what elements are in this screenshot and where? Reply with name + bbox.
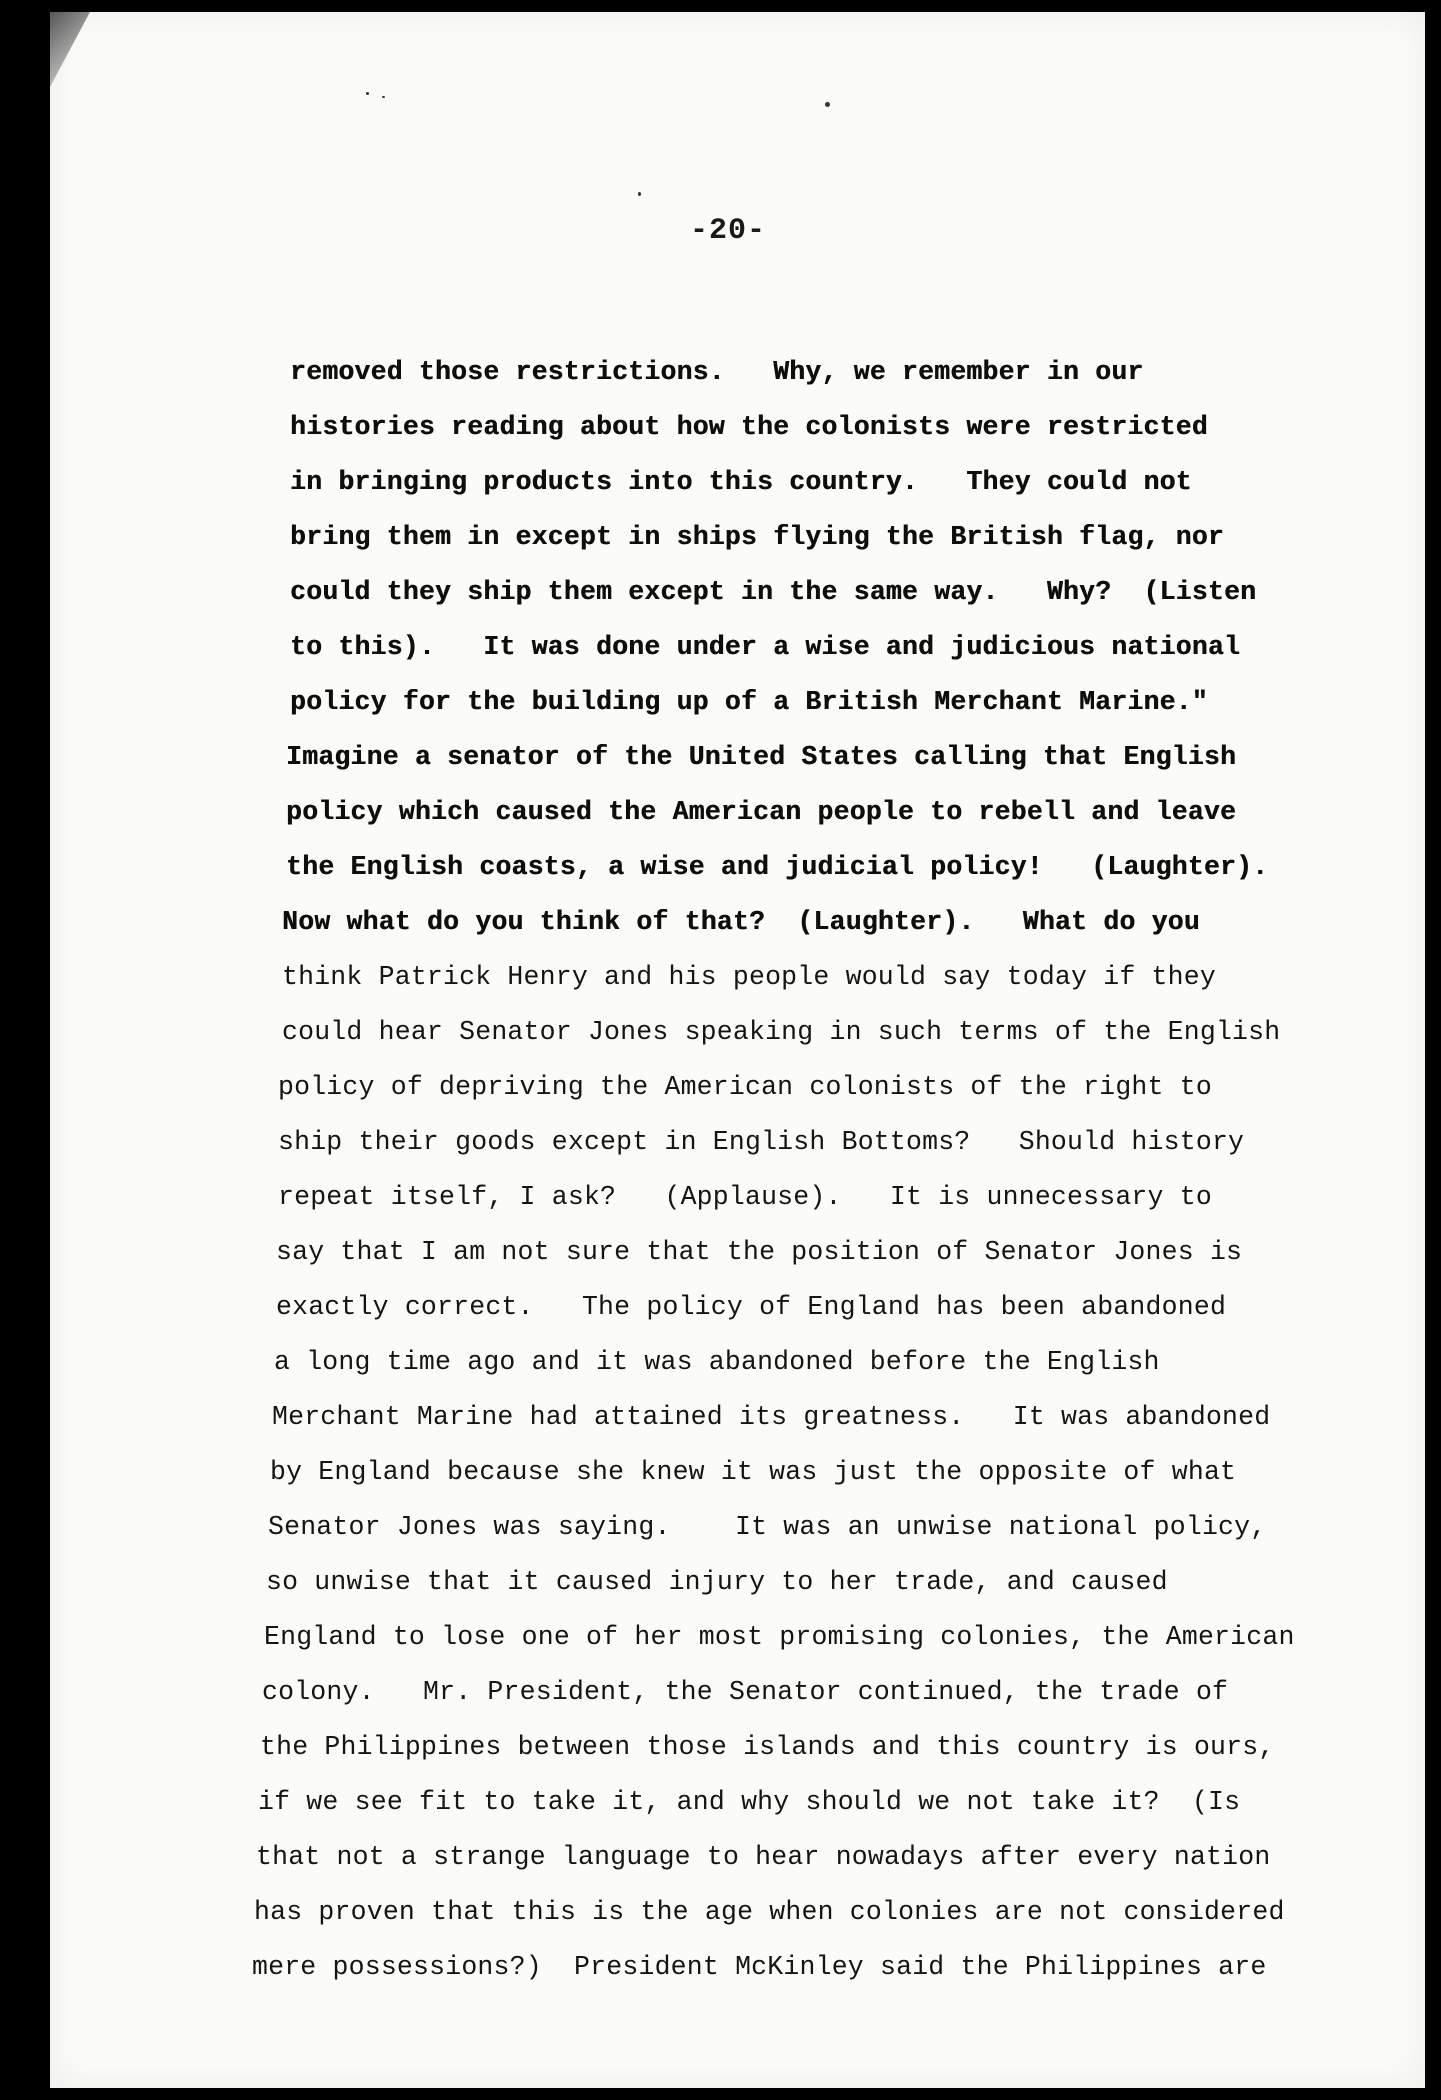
text-line: ship their goods except in English Bottoms? Should history bbox=[278, 1127, 1245, 1157]
text-line: Now what do you think of that? (Laughter). What do you bbox=[282, 907, 1200, 937]
text-line: policy of depriving the American colonists of the right to bbox=[278, 1072, 1212, 1102]
text-line: colony. Mr. President, the Senator continued, the trade of bbox=[262, 1677, 1229, 1707]
text-line: mere possessions?) President McKinley said the Philippines are bbox=[252, 1952, 1267, 1982]
text-line: bring them in except in ships flying the British flag, nor bbox=[290, 522, 1224, 552]
body-text bbox=[50, 12, 1425, 2088]
page-number: -20- bbox=[690, 214, 767, 248]
text-line: has proven that this is the age when colonies are not considered bbox=[254, 1897, 1285, 1927]
text-line: the English coasts, a wise and judicial policy! (Laughter). bbox=[286, 852, 1269, 882]
text-line: policy for the building up of a British Merchant Marine." bbox=[290, 687, 1208, 717]
text-line: Imagine a senator of the United States calling that English bbox=[286, 742, 1237, 772]
text-line: say that I am not sure that the position of Senator Jones is bbox=[276, 1237, 1243, 1267]
text-line: could they ship them except in the same way. Why? (Listen bbox=[290, 577, 1257, 607]
text-line: exactly correct. The policy of England has been abandoned bbox=[276, 1292, 1227, 1322]
text-line: think Patrick Henry and his people would say today if they bbox=[282, 962, 1216, 992]
text-line: policy which caused the American people to rebell and leave bbox=[286, 797, 1237, 827]
text-line: that not a strange language to hear nowadays after every nation bbox=[256, 1842, 1271, 1872]
text-line: the Philippines between those islands and this country is ours, bbox=[260, 1732, 1275, 1762]
text-line: if we see fit to take it, and why should we not take it? (Is bbox=[258, 1787, 1241, 1817]
text-line: a long time ago and it was abandoned before the English bbox=[274, 1347, 1160, 1377]
text-line: England to lose one of her most promising colonies, the American bbox=[264, 1622, 1295, 1652]
document-page bbox=[50, 12, 1425, 2088]
text-line: Merchant Marine had attained its greatness. It was abandoned bbox=[272, 1402, 1271, 1432]
text-line: to this). It was done under a wise and judicious national bbox=[290, 632, 1241, 662]
text-line: could hear Senator Jones speaking in such terms of the English bbox=[282, 1017, 1281, 1047]
text-line: Senator Jones was saying. It was an unwise national policy, bbox=[268, 1512, 1267, 1542]
text-line: removed those restrictions. Why, we remember in our bbox=[290, 357, 1144, 387]
text-line: in bringing products into this country. They could not bbox=[290, 467, 1192, 497]
text-line: repeat itself, I ask? (Applause). It is unnecessary to bbox=[278, 1182, 1212, 1212]
text-line: histories reading about how the colonists were restricted bbox=[290, 412, 1208, 442]
text-line: by England because she knew it was just the opposite of what bbox=[270, 1457, 1237, 1487]
text-line: so unwise that it caused injury to her trade, and caused bbox=[266, 1567, 1168, 1597]
